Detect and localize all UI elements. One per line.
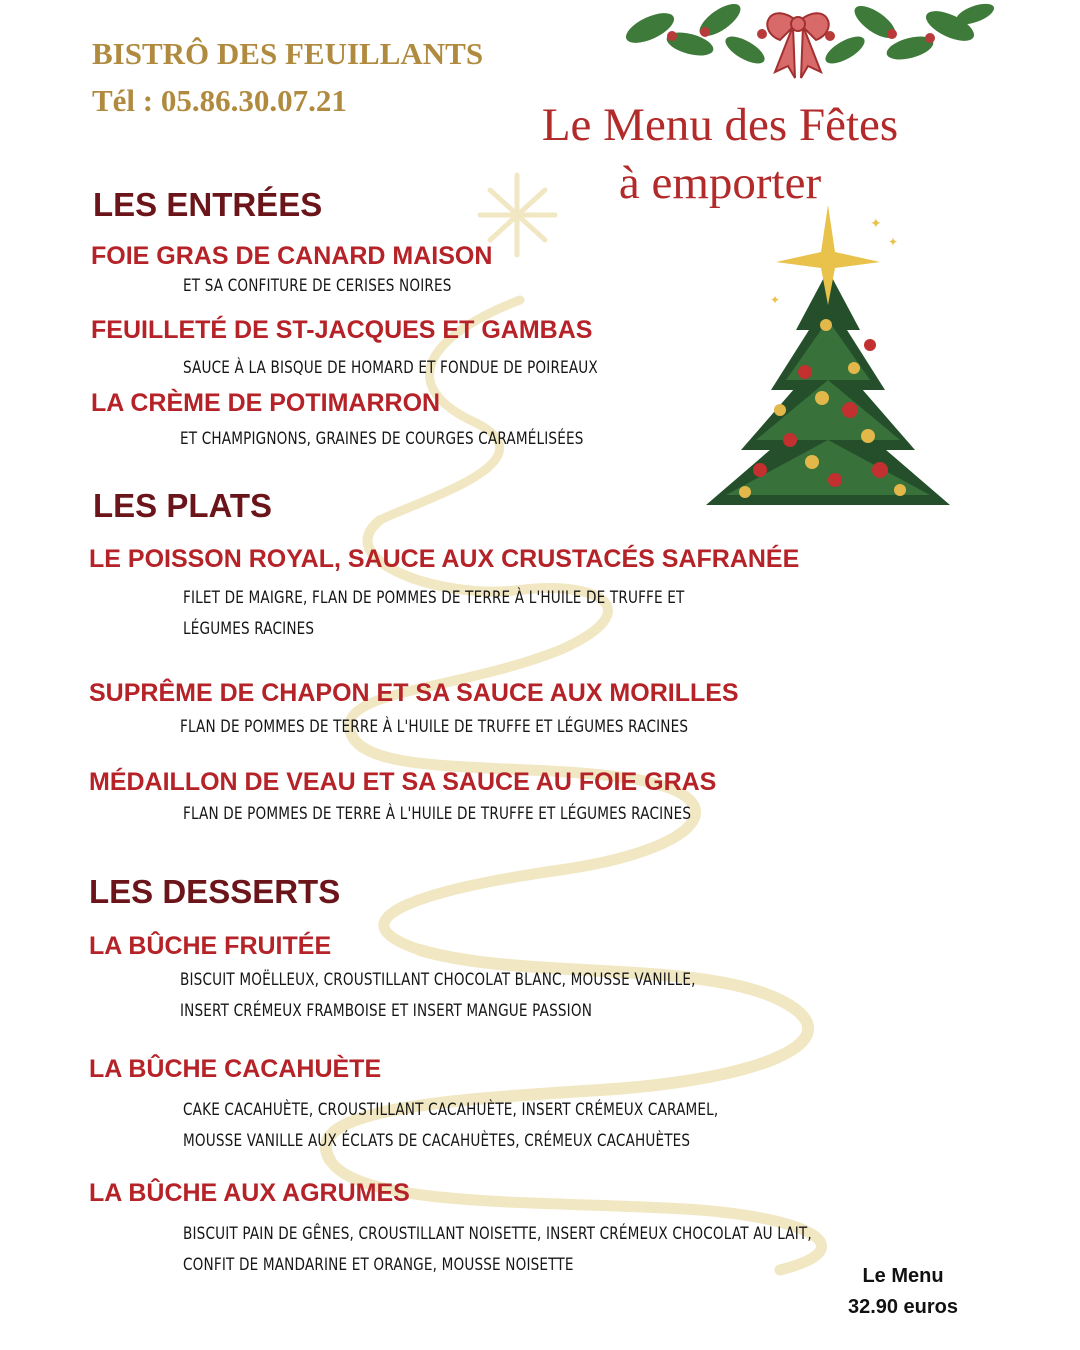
dish-name: MÉDAILLON DE VEAU ET SA SAUCE AU FOIE GRAS [89, 768, 717, 796]
dish-description: SAUCE À LA BISQUE DE HOMARD ET FONDUE DE POIREAUX [183, 358, 598, 378]
dish-name: LE POISSON ROYAL, SAUCE AUX CRUSTACÉS SAFRANÉE [89, 545, 800, 573]
dish-description: CAKE CACAHUÈTE, CROUSTILLANT CACAHUÈTE, INSERT CRÉMEUX CARAMEL, [183, 1100, 719, 1120]
dish-name: LA BÛCHE FRUITÉE [89, 932, 332, 960]
section-heading-entrees: LES ENTRÉES [93, 186, 323, 223]
dish-description: INSERT CRÉMEUX FRAMBOISE ET INSERT MANGUE PASSION [180, 1001, 593, 1021]
svg-text:✦: ✦ [888, 235, 899, 249]
phone-number: Tél : 05.86.30.07.21 [92, 83, 347, 118]
dish-name: SUPRÊME DE CHAPON ET SA SAUCE AUX MORILLES [89, 679, 739, 707]
dish-name: FOIE GRAS DE CANARD MAISON [91, 242, 493, 270]
dish-name: LA BÛCHE AUX AGRUMES [89, 1179, 410, 1207]
price-value: 32.90 euros [847, 1296, 959, 1318]
dish-description: MOUSSE VANILLE AUX ÉCLATS DE CACAHUÈTES, CRÉMEUX CACAHUÈTES [183, 1131, 691, 1151]
dish-name: LA CRÈME DE POTIMARRON [91, 389, 441, 417]
dish-description: ET CHAMPIGNONS, GRAINES DE COURGES CARAMÉLISÉES [180, 429, 584, 449]
menu-title-line2: à emporter [618, 157, 822, 209]
dish-name: FEUILLETÉ DE ST-JACQUES ET GAMBAS [91, 316, 593, 344]
dish-name: LA BÛCHE CACAHUÈTE [89, 1055, 382, 1083]
section-heading-desserts: LES DESSERTS [89, 873, 341, 910]
dish-description: ET SA CONFITURE DE CERISES NOIRES [183, 276, 452, 296]
dish-description: FILET DE MAIGRE, FLAN DE POMMES DE TERRE À L'HUILE DE TRUFFE ET [183, 588, 685, 608]
dish-description: CONFIT DE MANDARINE ET ORANGE, MOUSSE NOISETTE [183, 1255, 574, 1275]
menu-title-line1: Le Menu des Fêtes [541, 99, 899, 151]
restaurant-name: BISTRÔ DES FEUILLANTS [92, 36, 484, 71]
dish-description: LÉGUMES RACINES [183, 619, 315, 639]
dish-description: BISCUIT MOËLLEUX, CROUSTILLANT CHOCOLAT BLANC, MOUSSE VANILLE, [180, 970, 696, 990]
section-heading-plats: LES PLATS [93, 487, 273, 524]
svg-text:✦: ✦ [770, 293, 781, 307]
dish-description: FLAN DE POMMES DE TERRE À L'HUILE DE TRUFFE ET LÉGUMES RACINES [180, 717, 689, 737]
price-label: Le Menu [862, 1265, 944, 1287]
dish-description: FLAN DE POMMES DE TERRE À L'HUILE DE TRUFFE ET LÉGUMES RACINES [183, 804, 692, 824]
dish-description: BISCUIT PAIN DE GÊNES, CROUSTILLANT NOISETTE, INSERT CRÉMEUX CHOCOLAT AU LAIT, [183, 1224, 812, 1244]
svg-text:✦: ✦ [870, 216, 882, 232]
